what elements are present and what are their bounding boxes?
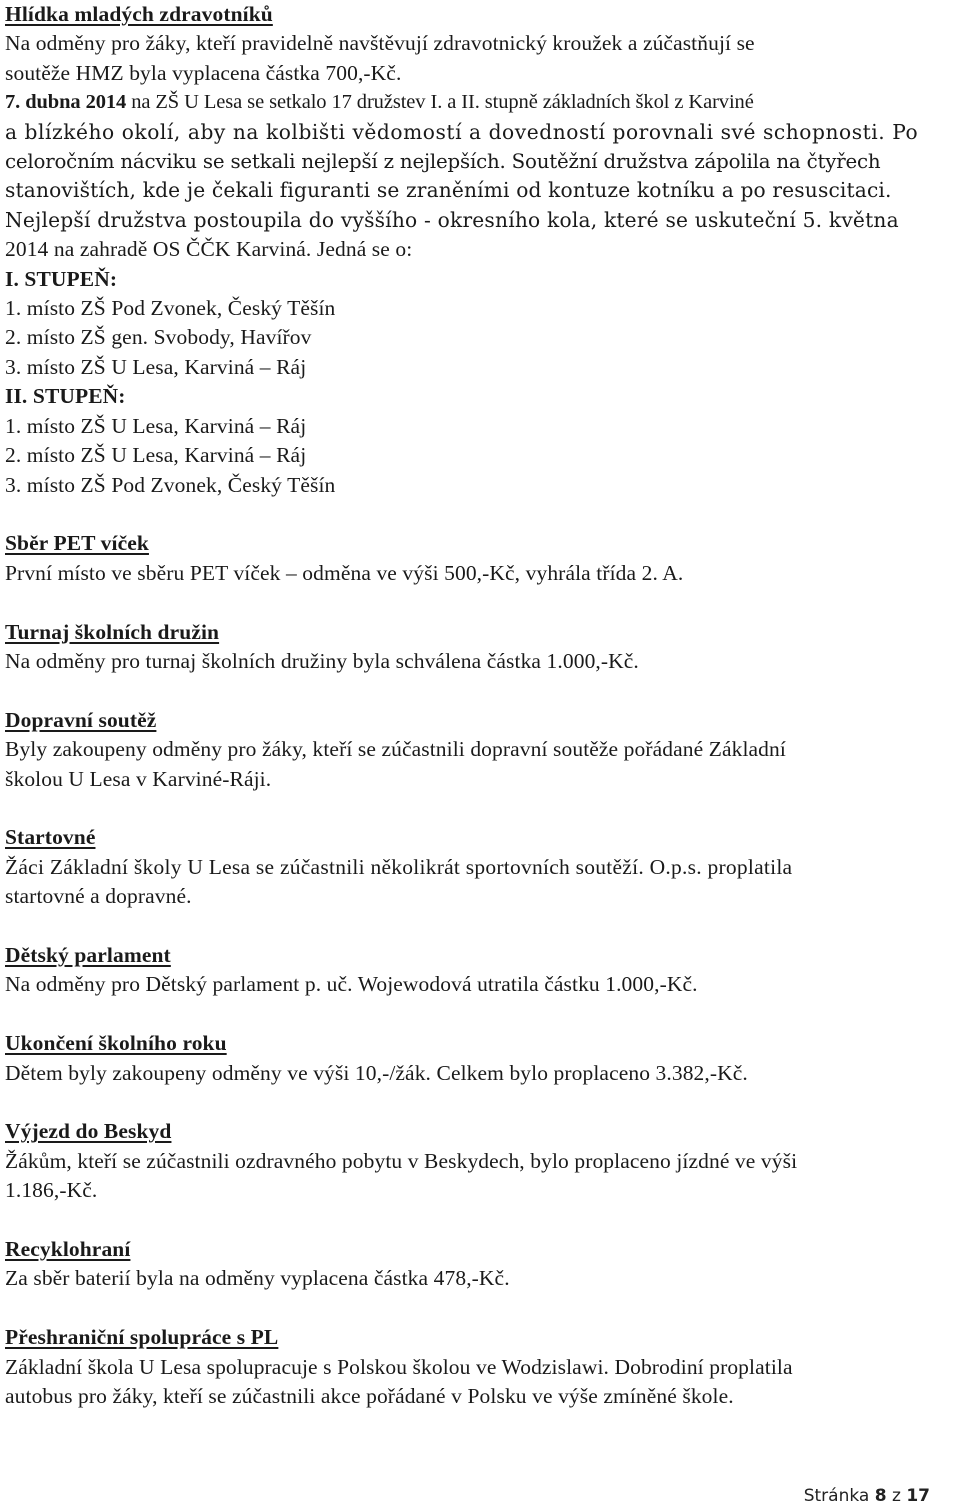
result-item: 1. místo ZŠ Pod Zvonek, Český Těšín (5, 296, 336, 321)
stage-label: II. STUPEŇ: (5, 384, 126, 409)
section-title: Sběr PET víček (5, 531, 149, 556)
paragraph-line: Na odměny pro turnaj školních družiny byla schválena částka 1.000,-Kč. (5, 648, 639, 673)
paragraph-line (5, 88, 957, 117)
paragraph-line: Žákům, kteří se zúčastnili ozdravného pobytu v Beskydech, bylo proplaceno jízdné ve výši (5, 1148, 798, 1173)
paragraph-line: stanovištích, kde je čekali figuranti se zraněními od kontuze kotníku a po resuscitaci. (5, 178, 892, 203)
paragraph-line: 1.186,-Kč. (5, 1178, 98, 1203)
paragraph-line: První místo ve sběru PET víček – odměna ve výši 500,-Kč, vyhrála třída 2. A. (5, 560, 684, 585)
event-text: na ZŠ U Lesa se setkalo 17 družstev I. a II. stupně základních škol z Karviné (126, 91, 754, 114)
section-title: Recyklohraní (5, 1236, 131, 1261)
result-item: 2. místo ZŠ gen. Svobody, Havířov (5, 325, 312, 350)
page-of: z (891, 1486, 901, 1506)
paragraph-line: Základní škola U Lesa spolupracuje s Polskou školou ve Wodzislawi. Dobrodiní proplatila (5, 1354, 793, 1379)
section-title: Přeshraniční spolupráce s PL (5, 1325, 279, 1350)
section-title: Výjezd do Beskyd (5, 1119, 172, 1144)
paragraph-line: Na odměny pro Dětský parlament p. uč. Wojewodová utratila částku 1.000,-Kč. (5, 972, 698, 997)
section-title: Turnaj školních družin (5, 619, 220, 644)
paragraph-line: autobus pro žáky, kteří se zúčastnili akce pořádané v Polsku ve výše zmíněné škole. (5, 1383, 734, 1408)
section-title: Startovné (5, 825, 96, 850)
paragraph-line: 2014 na zahradě OS ČČK Karviná. Jedná se o: (5, 237, 413, 262)
paragraph-line: Žáci Základní školy U Lesa se zúčastnili několikrát sportovních soutěží. O.p.s. proplatila (5, 854, 793, 879)
section-title: Ukončení školního roku (5, 1031, 227, 1056)
result-item: 3. místo ZŠ Pod Zvonek, Český Těšín (5, 472, 336, 497)
page-label: Stránka (803, 1486, 870, 1506)
section-title: Dětský parlament (5, 942, 171, 967)
paragraph-line: Nejlepší družstva postoupila do vyššího - okresního kola, které se uskuteční 5. května (5, 207, 899, 232)
paragraph-line: celoročním nácviku se setkali nejlepší z nejlepších. Soutěžní družstva zápolila na čtyřech (5, 150, 881, 174)
total-pages: 17 (906, 1486, 930, 1506)
paragraph-line: Za sběr baterií byla na odměny vyplacena částka 478,-Kč. (5, 1266, 510, 1291)
paragraph-line: Byly zakoupeny odměny pro žáky, kteří se zúčastnili dopravní soutěže pořádané Základní (5, 737, 786, 762)
paragraph-line: Na odměny pro žáky, kteří pravidelně navštěvují zdravotnický kroužek a zúčastňují se (5, 31, 755, 56)
current-page: 8 (874, 1486, 887, 1506)
result-item: 3. místo ZŠ U Lesa, Karviná – Ráj (5, 354, 307, 379)
paragraph-line: Dětem byly zakoupeny odměny ve výši 10,-/žák. Celkem bylo proplaceno 3.382,-Kč. (5, 1060, 748, 1085)
stage-label: I. STUPEŇ: (5, 266, 118, 291)
event-date: 7. dubna 2014 (5, 91, 127, 114)
paragraph-line: školou U Lesa v Karviné-Ráji. (5, 766, 272, 791)
section-title-hmz: Hlídka mladých zdravotníků (5, 2, 273, 26)
paragraph-line: a blízkého okolí, aby na kolbišti vědomostí a dovedností porovnali své schopnosti. Po (5, 119, 919, 144)
section-title: Dopravní soutěž (5, 707, 157, 732)
result-item: 1. místo ZŠ U Lesa, Karviná – Ráj (5, 413, 307, 438)
document-page (5, 0, 957, 1411)
paragraph-line: soutěže HMZ byla vyplacena částka 700,-Kč. (5, 60, 402, 85)
result-item: 2. místo ZŠ U Lesa, Karviná – Ráj (5, 443, 307, 468)
page-number-footer (804, 1486, 930, 1506)
paragraph-line: startovné a dopravné. (5, 884, 192, 909)
